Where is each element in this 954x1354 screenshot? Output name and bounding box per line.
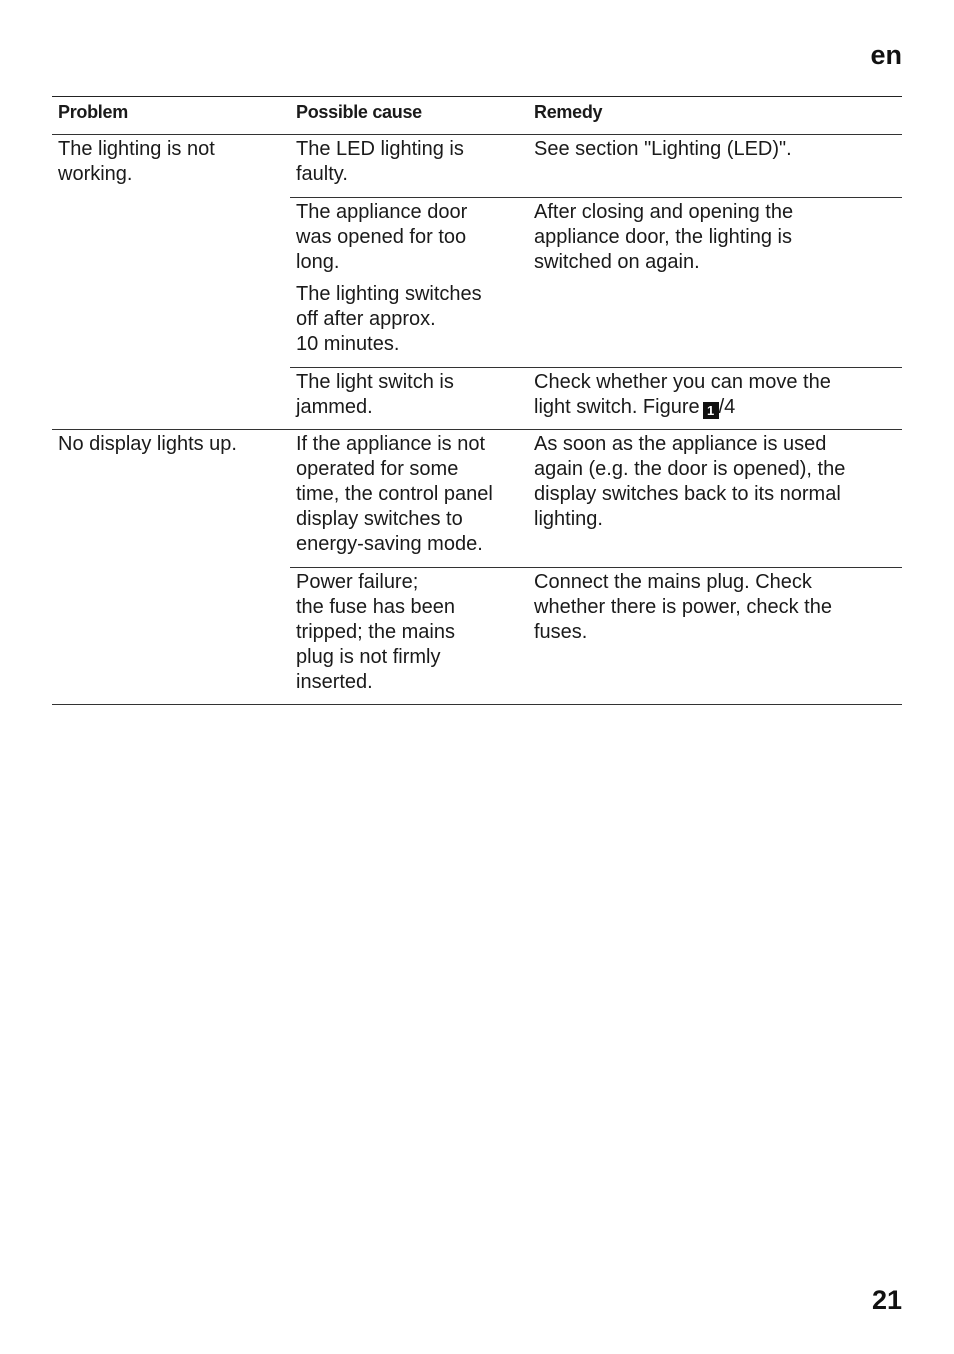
problem-cell: No display lights up. bbox=[58, 433, 237, 455]
remedy-cell bbox=[528, 568, 902, 704]
table-row bbox=[290, 567, 902, 704]
cause-text: The appliance door was opened for too long. bbox=[296, 201, 468, 273]
page-number: 21 bbox=[871, 1285, 902, 1315]
remedy-cell bbox=[528, 135, 902, 197]
column-header-remedy: Remedy bbox=[534, 102, 603, 122]
remedy-text: As soon as the appliance is used again (e.g. the door is opened), the display switches back to its normal lighting. bbox=[534, 433, 846, 530]
cause-cell bbox=[290, 568, 528, 704]
cause-note: The lighting switches off after approx. 10 minutes. bbox=[296, 283, 482, 355]
cause-cell bbox=[290, 135, 528, 197]
remedy-cell bbox=[528, 368, 902, 429]
table-row bbox=[290, 367, 902, 429]
problem-cell: The lighting is not working. bbox=[58, 138, 215, 185]
table-row bbox=[290, 430, 902, 567]
cause-text: The LED lighting is faulty. bbox=[296, 138, 464, 185]
remedy-cell bbox=[528, 430, 902, 567]
problem-group bbox=[52, 430, 902, 705]
remedy-text-prefix: Check whether you can move the light switch. Figure bbox=[534, 371, 831, 418]
remedy-text-suffix: /4 bbox=[718, 396, 736, 418]
cause-text: The light switch is jammed. bbox=[296, 371, 454, 418]
table-header bbox=[52, 97, 902, 135]
remedy-cell bbox=[528, 198, 902, 367]
cause-cell bbox=[290, 430, 528, 567]
column-header-possible-cause: Possible cause bbox=[296, 102, 422, 122]
column-header-problem: Problem bbox=[58, 102, 128, 122]
table-row bbox=[290, 135, 902, 197]
cause-text: If the appliance is not operated for some time, the control panel display switches to energy-saving mode. bbox=[296, 433, 493, 555]
figure-number-badge: 1 bbox=[703, 402, 719, 419]
table-row bbox=[290, 197, 902, 367]
remedy-text: See section "Lighting (LED)". bbox=[534, 138, 792, 160]
remedy-text: After closing and opening the appliance door, the lighting is switched on again. bbox=[534, 201, 794, 273]
language-code: en bbox=[870, 40, 902, 70]
remedy-text: Connect the mains plug. Check whether there is power, check the fuses. bbox=[534, 571, 832, 643]
remedy-text bbox=[534, 370, 902, 420]
problem-group bbox=[52, 135, 902, 430]
cause-cell bbox=[290, 198, 528, 367]
troubleshooting-table bbox=[52, 96, 902, 705]
cause-cell bbox=[290, 368, 528, 429]
cause-text: Power failure; the fuse has been tripped; the mains plug is not firmly inserted. bbox=[296, 571, 456, 693]
